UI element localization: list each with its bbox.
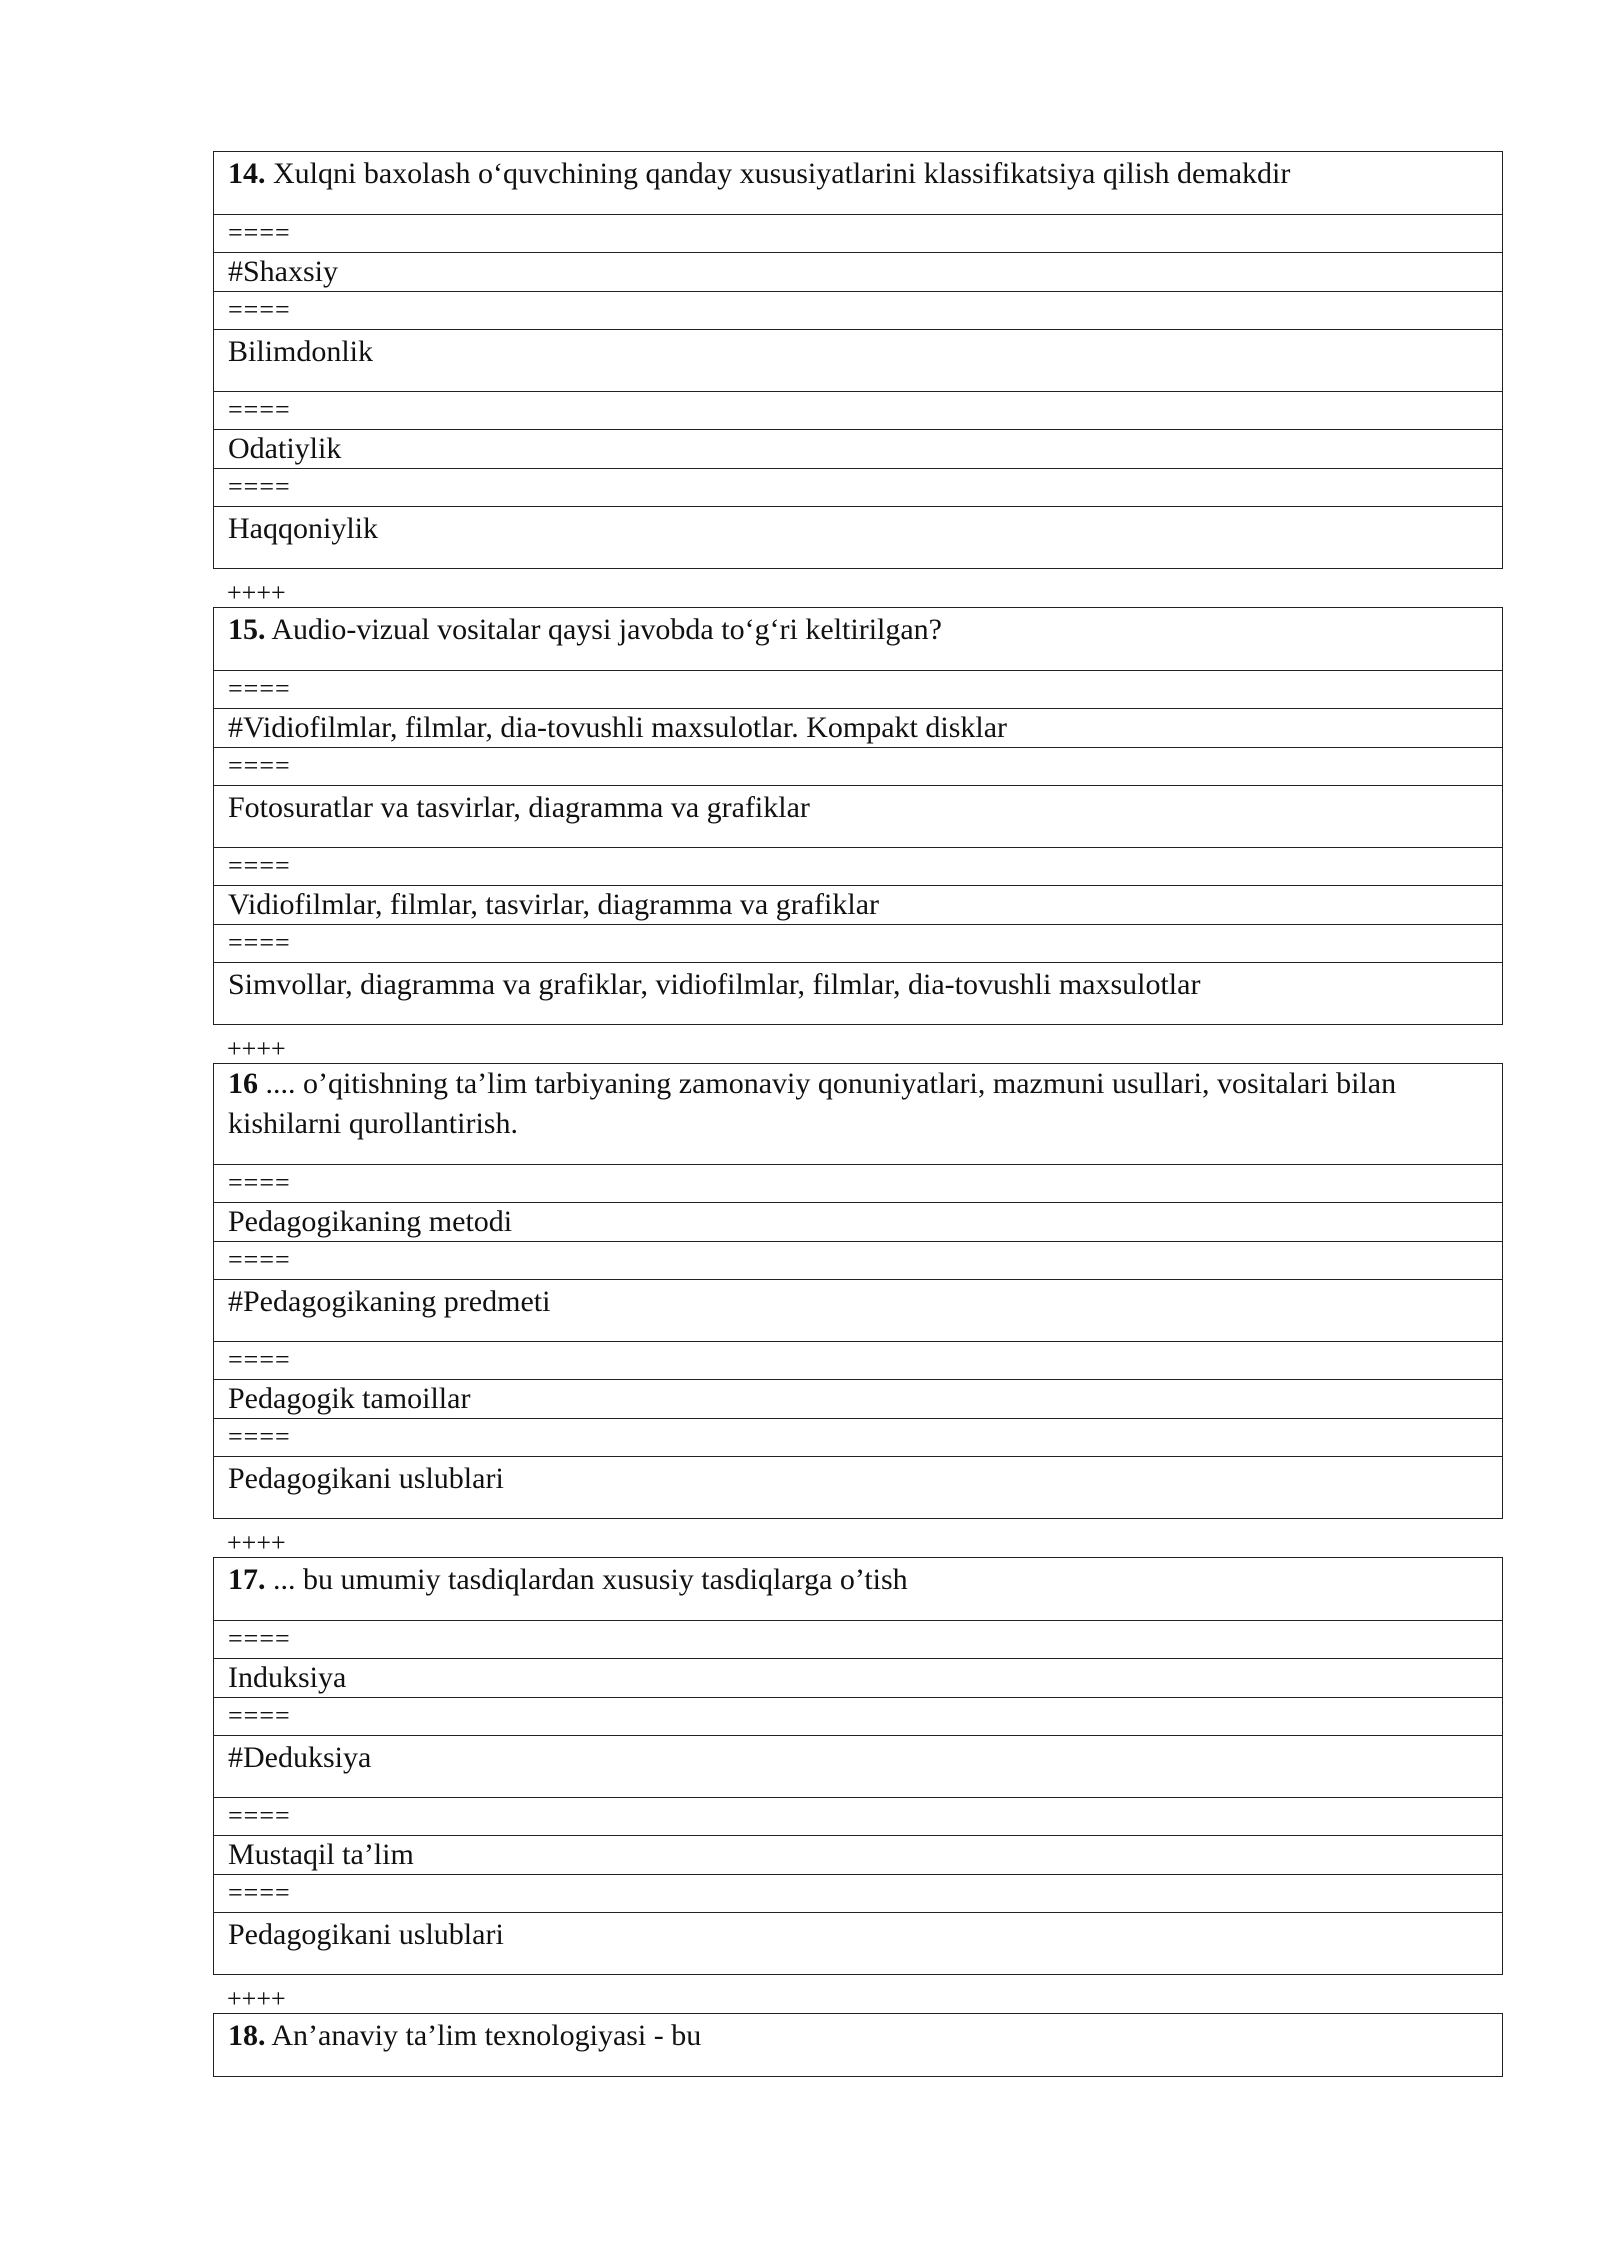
question-16	[214, 1064, 1502, 1164]
option-separator: ====	[214, 1620, 1502, 1658]
question-number: 18.	[228, 2019, 266, 2052]
option-separator: ====	[214, 1418, 1502, 1456]
option-separator: ====	[214, 391, 1502, 429]
question-block-15	[213, 607, 1503, 1025]
answer-option: Odatiylik	[214, 429, 1502, 468]
answer-option: Pedagogikani uslublari	[214, 1456, 1502, 1518]
answer-option: Induksiya	[214, 1658, 1502, 1697]
answer-option: #Pedagogikaning predmeti	[214, 1279, 1502, 1341]
option-separator: ====	[214, 1797, 1502, 1835]
question-text: Xulqni baxolash o‘quvchining qanday xususiyatlarini klassifikatsiya qilish demakdir	[273, 157, 1291, 190]
option-separator: ====	[214, 670, 1502, 708]
answer-option: Vidiofilmlar, filmlar, tasvirlar, diagramma va grafiklar	[214, 885, 1502, 924]
option-separator: ====	[214, 1697, 1502, 1735]
answer-option: Mustaqil ta’lim	[214, 1835, 1502, 1874]
option-separator: ====	[214, 214, 1502, 252]
option-separator: ====	[214, 468, 1502, 506]
question-block-17	[213, 1557, 1503, 1975]
answer-option: Fotosuratlar va tasvirlar, diagramma va grafiklar	[214, 785, 1502, 847]
option-separator: ====	[214, 1341, 1502, 1379]
question-block-14	[213, 151, 1503, 569]
answer-option: Pedagogikani uslublari	[214, 1912, 1502, 1974]
option-separator: ====	[214, 924, 1502, 962]
answer-option: Simvollar, diagramma va grafiklar, vidiofilmlar, filmlar, dia-tovushli maxsulotlar	[214, 962, 1502, 1024]
option-separator: ====	[214, 1241, 1502, 1279]
question-text: An’anaviy ta’lim texnologiyasi - bu	[271, 2019, 702, 2052]
question-18	[214, 2014, 1502, 2076]
answer-option: Pedagogikaning metodi	[214, 1202, 1502, 1241]
block-separator: ++++	[227, 1034, 286, 1063]
question-14	[214, 152, 1502, 214]
option-separator: ====	[214, 1164, 1502, 1202]
answer-option: #Vidiofilmlar, filmlar, dia-tovushli maxsulotlar. Kompakt disklar	[214, 708, 1502, 747]
question-number: 16	[228, 1067, 258, 1100]
option-separator: ====	[214, 1874, 1502, 1912]
option-separator: ====	[214, 747, 1502, 785]
question-number: 14.	[228, 157, 266, 190]
question-text: ... bu umumiy tasdiqlardan xususiy tasdiqlarga o’tish	[273, 1563, 908, 1596]
answer-option: Haqqoniylik	[214, 506, 1502, 568]
question-text: .... o’qitishning ta’lim tarbiyaning zamonaviy qonuniyatlari, mazmuni usullari, vositalari bilan kishilarni qurollantirish.	[228, 1067, 1397, 1140]
question-number: 17.	[228, 1563, 266, 1596]
option-separator: ====	[214, 291, 1502, 329]
question-number: 15.	[228, 613, 266, 646]
answer-option: Pedagogik tamoillar	[214, 1379, 1502, 1418]
block-separator: ++++	[227, 578, 286, 607]
answer-option: #Shaxsiy	[214, 252, 1502, 291]
option-separator: ====	[214, 847, 1502, 885]
document	[213, 151, 1503, 2077]
block-separator: ++++	[227, 1984, 286, 2013]
question-text: Audio-vizual vositalar qaysi javobda to‘g‘ri keltirilgan?	[271, 613, 942, 646]
answer-option: #Deduksiya	[214, 1735, 1502, 1797]
question-block-16	[213, 1063, 1503, 1519]
answer-option: Bilimdonlik	[214, 329, 1502, 391]
question-17	[214, 1558, 1502, 1620]
block-separator: ++++	[227, 1528, 286, 1557]
question-15	[214, 608, 1502, 670]
question-block-18	[213, 2013, 1503, 2077]
